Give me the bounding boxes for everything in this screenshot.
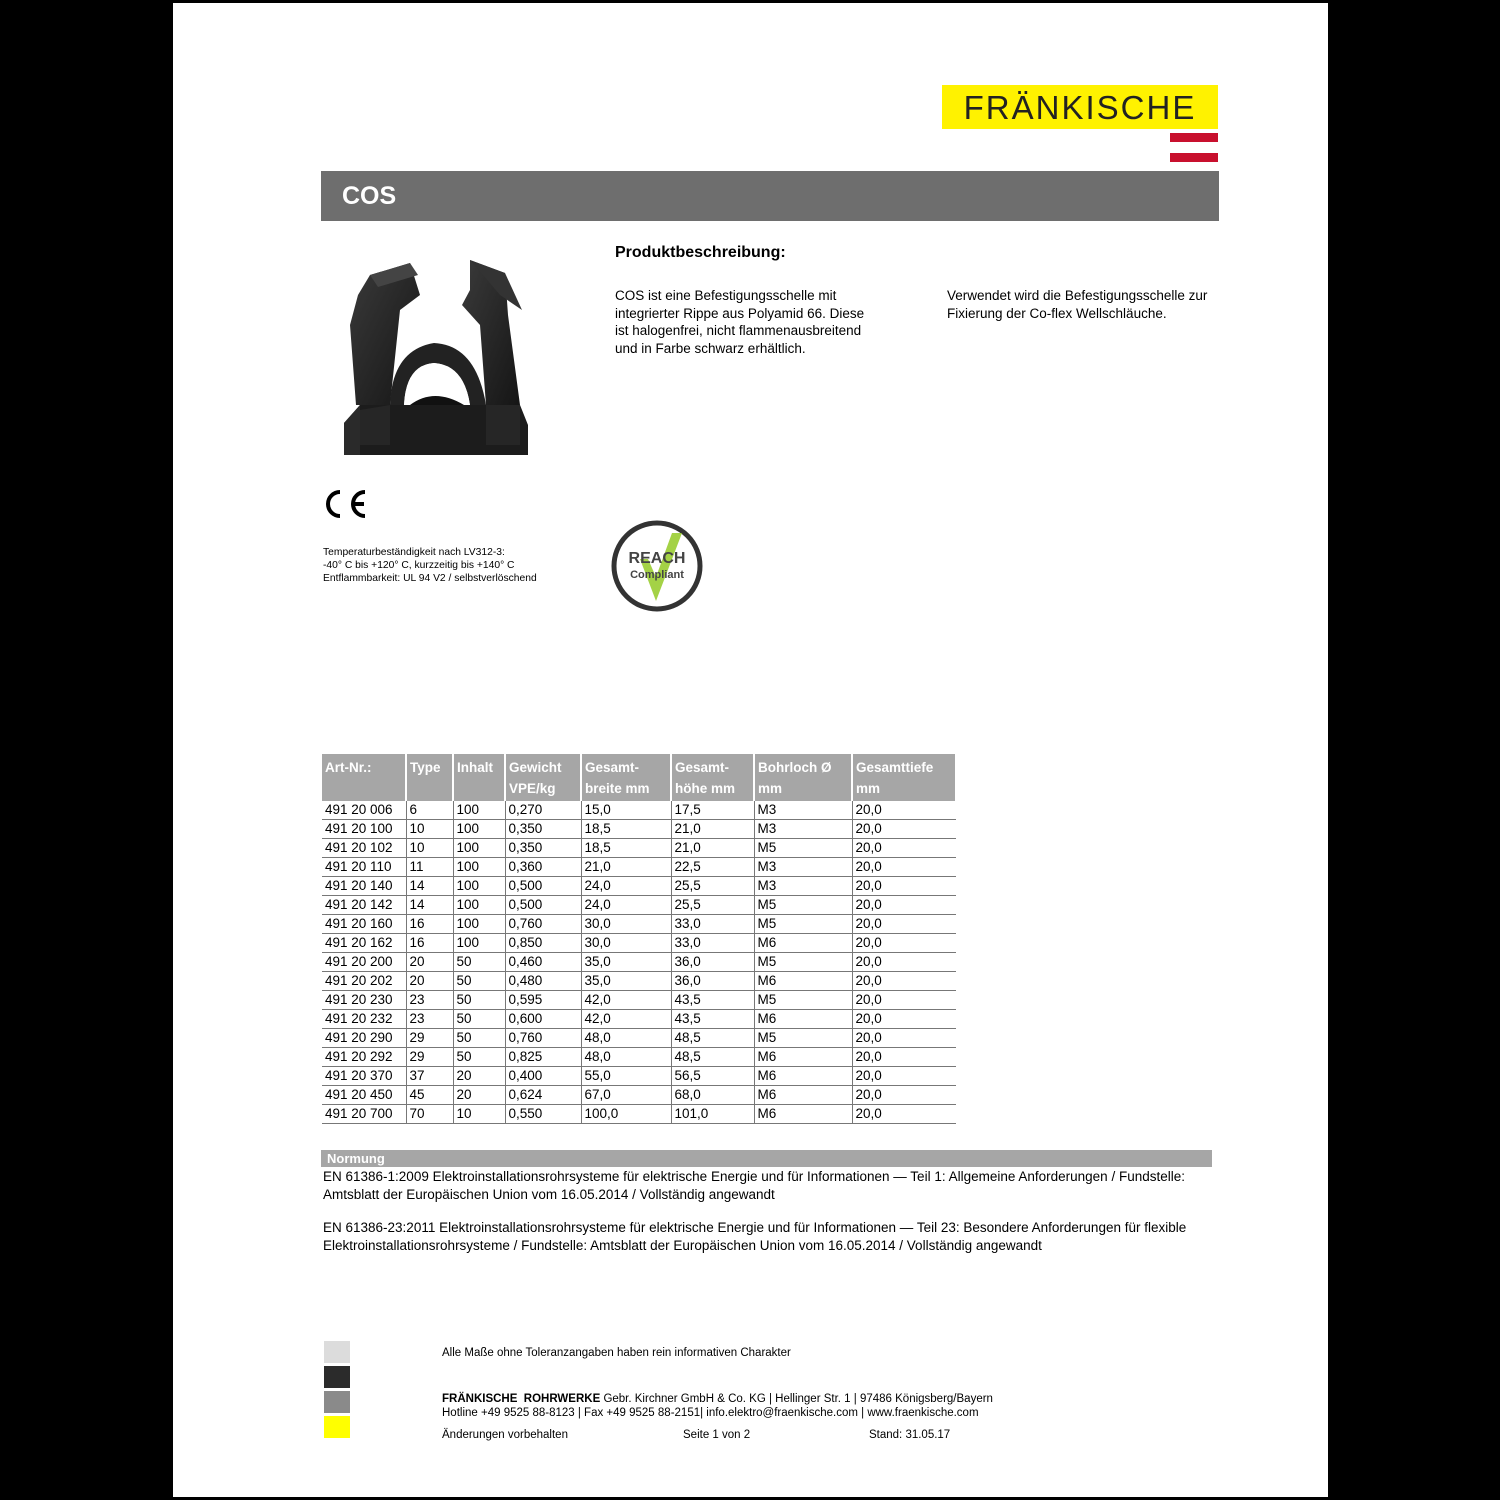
table-cell: 0,850 (505, 934, 581, 953)
table-cell: M5 (754, 953, 852, 972)
table-cell: M3 (754, 801, 852, 820)
table-row (322, 820, 956, 839)
table-cell: 0,460 (505, 953, 581, 972)
table-row (322, 858, 956, 877)
table-cell: 43,5 (671, 991, 754, 1010)
table-cell: 24,0 (581, 877, 671, 896)
table-cell: 491 20 110 (322, 858, 406, 877)
reach-compliant-badge (610, 519, 704, 613)
temperature-line-2: -40° C bis +120° C, kurzzeitig bis +140° C (323, 560, 515, 571)
table-cell: 100 (453, 934, 505, 953)
temperature-line-1: Temperaturbeständigkeit nach LV312-3: (323, 547, 505, 558)
color-swatch-dark (324, 1366, 350, 1388)
table-row (322, 896, 956, 915)
table-cell: 491 20 700 (322, 1105, 406, 1124)
table-cell: 20,0 (852, 972, 956, 991)
table-cell: 20,0 (852, 1086, 956, 1105)
table-cell: M6 (754, 972, 852, 991)
title-bar (321, 171, 1219, 221)
table-cell: 29 (406, 1029, 453, 1048)
compliant-text: Compliant (630, 569, 684, 581)
table-cell: 491 20 232 (322, 1010, 406, 1029)
table-cell: 20,0 (852, 1029, 956, 1048)
footer-page-number: Seite 1 von 2 (683, 1429, 751, 1441)
table-cell: 491 20 450 (322, 1086, 406, 1105)
table-cell: 33,0 (671, 934, 754, 953)
table-cell: 33,0 (671, 915, 754, 934)
table-cell: 491 20 200 (322, 953, 406, 972)
table-cell: 0,760 (505, 915, 581, 934)
header-line-1: Art-Nr.: (325, 760, 372, 775)
table-cell: 100 (453, 858, 505, 877)
table-cell: 20,0 (852, 934, 956, 953)
page-title: COS (342, 182, 397, 210)
table-cell: 0,270 (505, 801, 581, 820)
table-cell: 491 20 162 (322, 934, 406, 953)
table-cell: 0,350 (505, 839, 581, 858)
table-cell: 56,5 (671, 1067, 754, 1086)
table-row (322, 991, 956, 1010)
table-header-cell (852, 754, 956, 801)
footer-changes: Änderungen vorbehalten (442, 1429, 568, 1441)
table-header-cell (453, 754, 505, 801)
header-line-1: Gesamt- (585, 760, 640, 775)
table-cell: 48,0 (581, 1029, 671, 1048)
table-cell: M5 (754, 991, 852, 1010)
table-cell: 20,0 (852, 877, 956, 896)
table-cell: 48,0 (581, 1048, 671, 1067)
header-line-1: Bohrloch Ø (758, 760, 832, 775)
table-cell: 18,5 (581, 839, 671, 858)
table-cell: 0,600 (505, 1010, 581, 1029)
table-cell: 101,0 (671, 1105, 754, 1124)
table-cell: 20 (453, 1086, 505, 1105)
table-cell: 50 (453, 991, 505, 1010)
table-cell: 0,760 (505, 1029, 581, 1048)
table-cell: 22,5 (671, 858, 754, 877)
footer-date: Stand: 31.05.17 (869, 1429, 951, 1441)
table-cell: 14 (406, 877, 453, 896)
table-cell: 35,0 (581, 972, 671, 991)
reach-text: REACH (628, 550, 686, 567)
company-logo (942, 85, 1218, 129)
table-cell: M5 (754, 1029, 852, 1048)
table-cell: 14 (406, 896, 453, 915)
table-cell: 20 (406, 953, 453, 972)
table-cell: M3 (754, 858, 852, 877)
footer-company (442, 1392, 993, 1407)
table-cell: 23 (406, 991, 453, 1010)
temperature-info (323, 546, 537, 585)
table-cell: 48,5 (671, 1029, 754, 1048)
table-cell: 100,0 (581, 1105, 671, 1124)
table-header-row (322, 754, 956, 801)
header-line-1: Gesamttiefe (856, 760, 934, 775)
table-cell: 20,0 (852, 915, 956, 934)
table-cell: 0,500 (505, 896, 581, 915)
table-cell: 10 (406, 820, 453, 839)
logo-stripe-top (1170, 133, 1218, 142)
header-line-2: mm (758, 781, 783, 796)
table-row (322, 1105, 956, 1124)
header-line-2: mm (856, 781, 881, 796)
table-cell: 16 (406, 915, 453, 934)
table-cell: 20,0 (852, 1105, 956, 1124)
table-cell: 23 (406, 1010, 453, 1029)
table-cell: 35,0 (581, 953, 671, 972)
table-cell: 0,360 (505, 858, 581, 877)
table-cell: 30,0 (581, 915, 671, 934)
table-cell: 0,595 (505, 991, 581, 1010)
description-right: Verwendet wird die Befestigungsschelle zur Fixierung der Co-flex Wellschläuche. (947, 288, 1208, 321)
table-cell: 100 (453, 877, 505, 896)
normung-heading: Normung (327, 1151, 385, 1166)
table-cell: 100 (453, 896, 505, 915)
table-cell: 42,0 (581, 991, 671, 1010)
table-cell: 100 (453, 915, 505, 934)
table-header-cell (581, 754, 671, 801)
table-cell: 491 20 102 (322, 839, 406, 858)
table-cell: 100 (453, 839, 505, 858)
table-cell: 25,5 (671, 896, 754, 915)
header-line-1: Type (410, 760, 441, 775)
table-cell: 10 (406, 839, 453, 858)
table-cell: 0,500 (505, 877, 581, 896)
table-cell: 50 (453, 1010, 505, 1029)
table-row (322, 839, 956, 858)
table-cell: 48,5 (671, 1048, 754, 1067)
color-swatch-light-gray (324, 1341, 350, 1363)
table-cell: 491 20 290 (322, 1029, 406, 1048)
table-cell: 20,0 (852, 1067, 956, 1086)
table-cell: 20,0 (852, 858, 956, 877)
table-cell: 491 20 142 (322, 896, 406, 915)
specification-table (322, 754, 957, 1124)
table-cell: 20,0 (852, 1010, 956, 1029)
table-cell: M6 (754, 1048, 852, 1067)
table-cell: 491 20 230 (322, 991, 406, 1010)
header-line-1: Gewicht (509, 760, 562, 775)
header-line-2: höhe mm (675, 781, 736, 796)
table-cell: 0,400 (505, 1067, 581, 1086)
table-cell: 68,0 (671, 1086, 754, 1105)
table-header-cell (505, 754, 581, 801)
table-header-cell (754, 754, 852, 801)
table-cell: 491 20 370 (322, 1067, 406, 1086)
table-cell: 43,5 (671, 1010, 754, 1029)
table-cell: 30,0 (581, 934, 671, 953)
table-cell: 45 (406, 1086, 453, 1105)
footer-company-name: FRÄNKISCHE ROHRWERKE (442, 1393, 601, 1405)
flammability-line: Entflammbarkeit: UL 94 V2 / selbstverlöschend (323, 573, 537, 584)
table-row (322, 877, 956, 896)
table-cell: 50 (453, 1029, 505, 1048)
table-header-cell (671, 754, 754, 801)
table-cell: 0,825 (505, 1048, 581, 1067)
table-cell: 21,0 (581, 858, 671, 877)
table-cell: 20,0 (852, 820, 956, 839)
footer-contact: Hotline +49 9525 88-8123 | Fax +49 9525 88-2151| info.elektro@fraenkische.com | www.fraenkische.com (442, 1407, 979, 1419)
logo-text: FRÄNKISCHE (963, 89, 1197, 126)
header-line-2: VPE/kg (509, 781, 556, 796)
table-cell: 17,5 (671, 801, 754, 820)
table-cell: 50 (453, 972, 505, 991)
table-cell: M5 (754, 915, 852, 934)
header-line-1: Gesamt- (675, 760, 730, 775)
table-cell: 50 (453, 953, 505, 972)
table-cell: 25,5 (671, 877, 754, 896)
table-cell: 50 (453, 1048, 505, 1067)
table-cell: 0,350 (505, 820, 581, 839)
table-cell: 67,0 (581, 1086, 671, 1105)
table-cell: 42,0 (581, 1010, 671, 1029)
normung-paragraph-1: EN 61386-1:2009 Elektroinstallationsrohrsysteme für elektrische Energie und für Informationen — Teil 1: Allgemeine Anforderungen / Fundstelle: Amtsblatt der Europäischen Union vom 16.05.2014 / Vollständig angewandt (323, 1169, 1185, 1202)
table-cell: 18,5 (581, 820, 671, 839)
table-header-cell (406, 754, 453, 801)
table-cell: M6 (754, 934, 852, 953)
color-swatch-yellow (324, 1416, 350, 1438)
table-body (322, 801, 956, 1124)
table-cell: 0,480 (505, 972, 581, 991)
table-cell: 16 (406, 934, 453, 953)
logo-stripe-bottom (1170, 153, 1218, 162)
table-row (322, 934, 956, 953)
table-cell: M5 (754, 896, 852, 915)
description-left: COS ist eine Befestigungsschelle mit integrierter Rippe aus Polyamid 66. Diese ist halogenfrei, nicht flammenausbreitend und in Farbe schwarz erhältlich. (615, 288, 865, 356)
table-cell: 491 20 160 (322, 915, 406, 934)
table-cell: 55,0 (581, 1067, 671, 1086)
table-cell: M3 (754, 877, 852, 896)
header-line-2: breite mm (585, 781, 650, 796)
table-cell: M6 (754, 1086, 852, 1105)
table-cell: 20 (406, 972, 453, 991)
header-line-1: Inhalt (457, 760, 493, 775)
table-cell: 491 20 006 (322, 801, 406, 820)
table-cell: 20 (453, 1067, 505, 1086)
table-cell: 20,0 (852, 896, 956, 915)
normung-header-bar (321, 1150, 1212, 1167)
footer-disclaimer: Alle Maße ohne Toleranzangaben haben rein informativen Charakter (442, 1347, 791, 1359)
table-row (322, 801, 956, 820)
table-cell: 20,0 (852, 991, 956, 1010)
table-cell: 6 (406, 801, 453, 820)
table-cell: 70 (406, 1105, 453, 1124)
table-cell: 100 (453, 801, 505, 820)
color-swatch-gray (324, 1391, 350, 1413)
table-cell: 10 (453, 1105, 505, 1124)
table-row (322, 953, 956, 972)
table-cell: M5 (754, 839, 852, 858)
table-row (322, 972, 956, 991)
table-row (322, 1048, 956, 1067)
table-cell: 20,0 (852, 1048, 956, 1067)
product-clip-image (330, 255, 538, 460)
table-cell: 37 (406, 1067, 453, 1086)
table-row (322, 1067, 956, 1086)
table-cell: M6 (754, 1010, 852, 1029)
table-cell: M6 (754, 1105, 852, 1124)
table-cell: 21,0 (671, 820, 754, 839)
table-row (322, 915, 956, 934)
table-cell: 20,0 (852, 839, 956, 858)
table-header-cell (322, 754, 406, 801)
normung-paragraph-2: EN 61386-23:2011 Elektroinstallationsrohrsysteme für elektrische Energie und für Informationen — Teil 23: Besondere Anforderungen für flexible Elektroinstallationsrohrsysteme / Fundstelle: Amtsblatt der Europäischen Union vom 16.05.2014 / Vollständig angewandt (323, 1220, 1187, 1253)
footer-company-address: Gebr. Kirchner GmbH & Co. KG | Hellinger Str. 1 | 97486 Königsberg/Bayern (600, 1393, 993, 1405)
table-cell: 491 20 100 (322, 820, 406, 839)
table-cell: 21,0 (671, 839, 754, 858)
table-cell: 20,0 (852, 953, 956, 972)
description-heading: Produktbeschreibung: (615, 244, 786, 261)
table-cell: 0,624 (505, 1086, 581, 1105)
table-cell: 11 (406, 858, 453, 877)
table-row (322, 1029, 956, 1048)
table-cell: 29 (406, 1048, 453, 1067)
table-cell: 24,0 (581, 896, 671, 915)
document-page (173, 3, 1328, 1497)
ce-mark-icon (321, 488, 369, 520)
table-cell: 15,0 (581, 801, 671, 820)
table-cell: M3 (754, 820, 852, 839)
table-cell: 491 20 140 (322, 877, 406, 896)
table-cell: 20,0 (852, 801, 956, 820)
table-cell: 491 20 202 (322, 972, 406, 991)
table-cell: 36,0 (671, 972, 754, 991)
table-cell: M6 (754, 1067, 852, 1086)
table-row (322, 1086, 956, 1105)
table-cell: 0,550 (505, 1105, 581, 1124)
table-cell: 491 20 292 (322, 1048, 406, 1067)
table-cell: 100 (453, 820, 505, 839)
table-cell: 36,0 (671, 953, 754, 972)
table-row (322, 1010, 956, 1029)
